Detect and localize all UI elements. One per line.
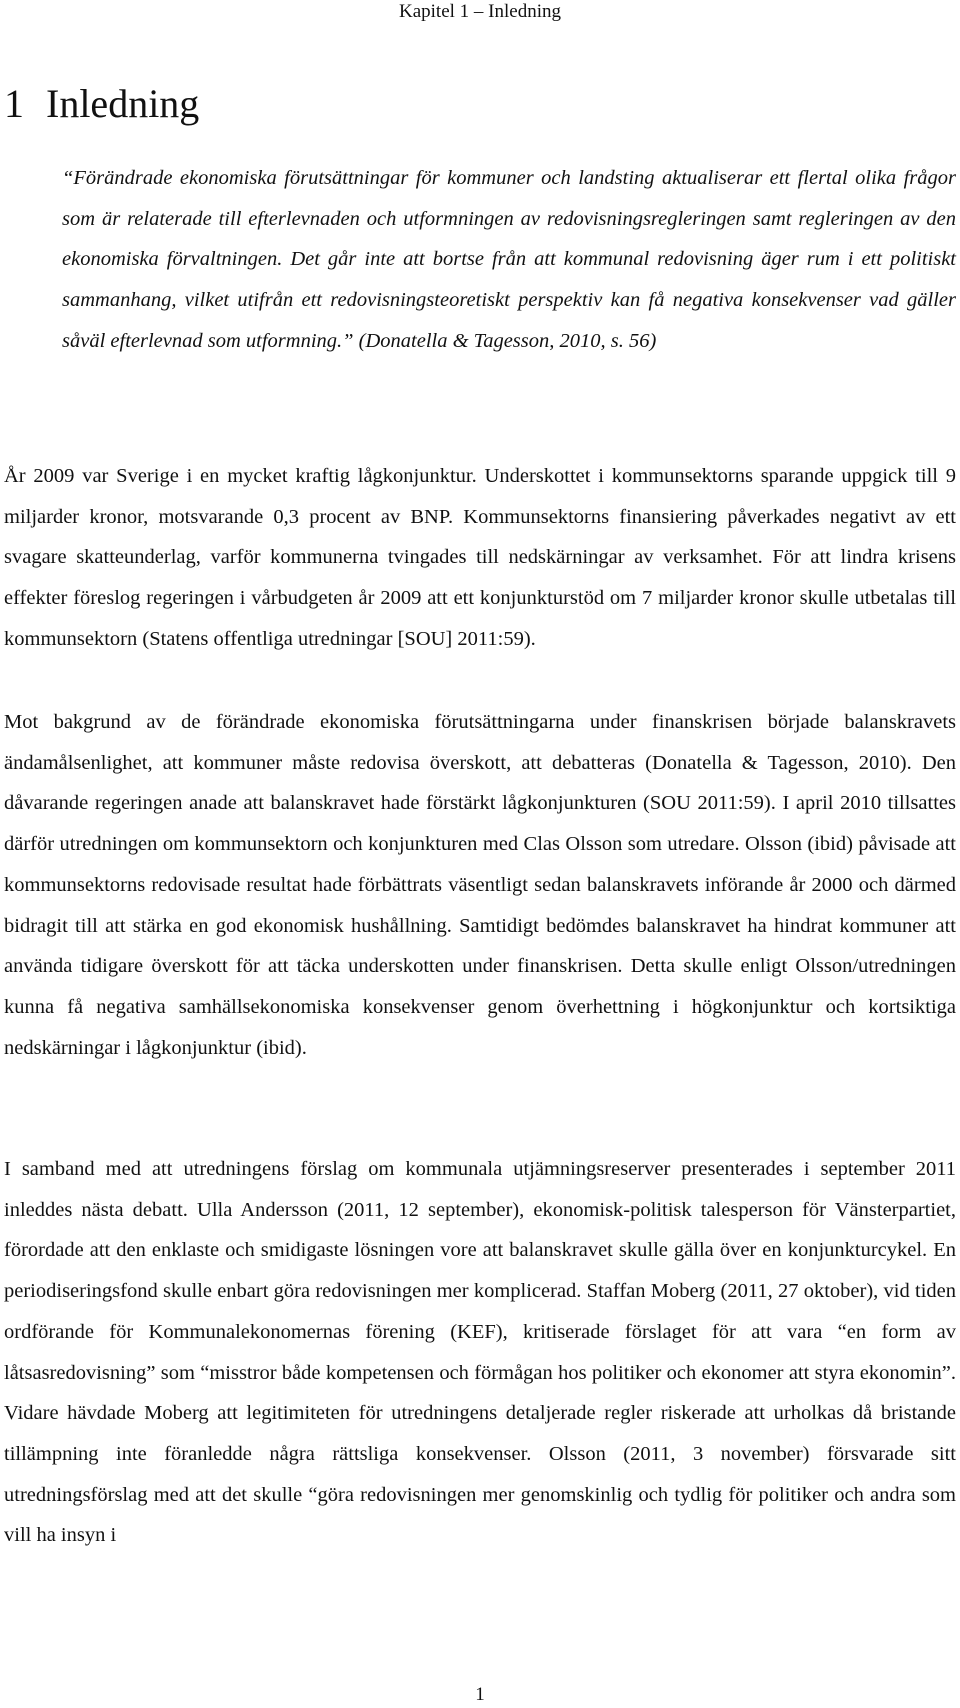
body-paragraph: Mot bakgrund av de förändrade ekonomiska förutsättningarna under finanskrisen började balanskravets ändamålsenlighet, att kommuner måste redovisa överskott, att debatteras (Donatella & Tagesson, 2010). Den dåvarande regeringen anade att balanskravet hade förstärkt lågkonjunkturen (SOU 2011:59). I april 2010 tillsattes därför utredningen om kommunsektorn och konjunkturen med Clas Olsson som utredare. Olsson (ibid) påvisade att kommunsektorns redovisade resultat hade förbättrats väsentligt sedan balanskravets införande år 2000 och därmed bidragit till att stärka en god ekonomisk hushållning. Samtidigt bedömdes balanskravet ha hindrat kommuner att använda tidigare överskott för att täcka underskotten under finanskrisen. Detta skulle enligt Olsson/utredningen kunna få negativa samhällsekonomiska konsekvenser genom överhettning i högkonjunktur och kortsiktiga nedskärningar i lågkonjunktur (ibid). [4, 711, 956, 1059]
quote-text: “Förändrade ekonomiska förutsättningar för kommuner och landsting aktualiserar ett flertal olika frågor som är relaterade till efterlevnaden och utformningen av redovisningsregleringen samt regleringen av den ekonomiska förvaltningen. Det går inte att bortse från att kommunal redovisning äger rum i ett politiskt sammanhang, vilket utifrån ett redovisningsteoretiskt perspektiv kan få negativa konsekvenser vad gäller såväl efterlevnad som utformning.” [62, 167, 956, 352]
chapter-title-text: Inledning [46, 81, 200, 126]
block-quote [62, 158, 956, 362]
chapter-title [4, 80, 199, 128]
page-number: 1 [475, 1684, 485, 1705]
body-paragraph: År 2009 var Sverige i en mycket kraftig lågkonjunktur. Underskottet i kommunsektorns sparande uppgick till 9 miljarder kronor, motsvarande 0,3 procent av BNP. Kommunsektorns finansiering påverkades negativt av ett svagare skatteunderlag, varför kommunerna tvingades till nedskärningar av verksamhet. För att lindra krisens effekter föreslog regeringen i vårbudgeten år 2009 att ett konjunkturstöd om 7 miljarder kronor skulle utbetalas till kommunsektorn (Statens offentliga utredningar [SOU] 2011:59). [4, 465, 956, 650]
chapter-number: 1 [4, 81, 24, 126]
running-header: Kapitel 1 – Inledning [399, 1, 561, 22]
body-paragraph: I samband med att utredningens förslag om kommunala utjämningsreserver presenterades i september 2011 inleddes nästa debatt. Ulla Andersson (2011, 12 september), ekonomisk-politisk talesperson för Vänsterpartiet, förordade att den enklaste och smidigaste lösningen vore att balanskravet skulle gälla över en konjunkturcykel. En periodiseringsfond skulle enbart göra redovisningen mer komplicerad. Staffan Moberg (2011, 27 oktober), vid tiden ordförande för Kommunalekonomernas förening (KEF), kritiserade förslaget för att vara “en form av låtsasredovisning” som “misstror både kompetensen och förmågan hos politiker och ekonomer att styra ekonomin”. Vidare hävdade Moberg att legitimiteten för utredningens detaljerade regler riskerade att urholkas då bristande tillämpning inte föranledde några rättsliga konsekvenser. Olsson (2011, 3 november) försvarade sitt utredningsförslag med att det skulle “göra redovisningen mer genomskinlig och tydlig för politiker och andra som vill ha insyn i [4, 1158, 956, 1547]
quote-citation: (Donatella & Tagesson, 2010, s. 56) [358, 329, 657, 352]
